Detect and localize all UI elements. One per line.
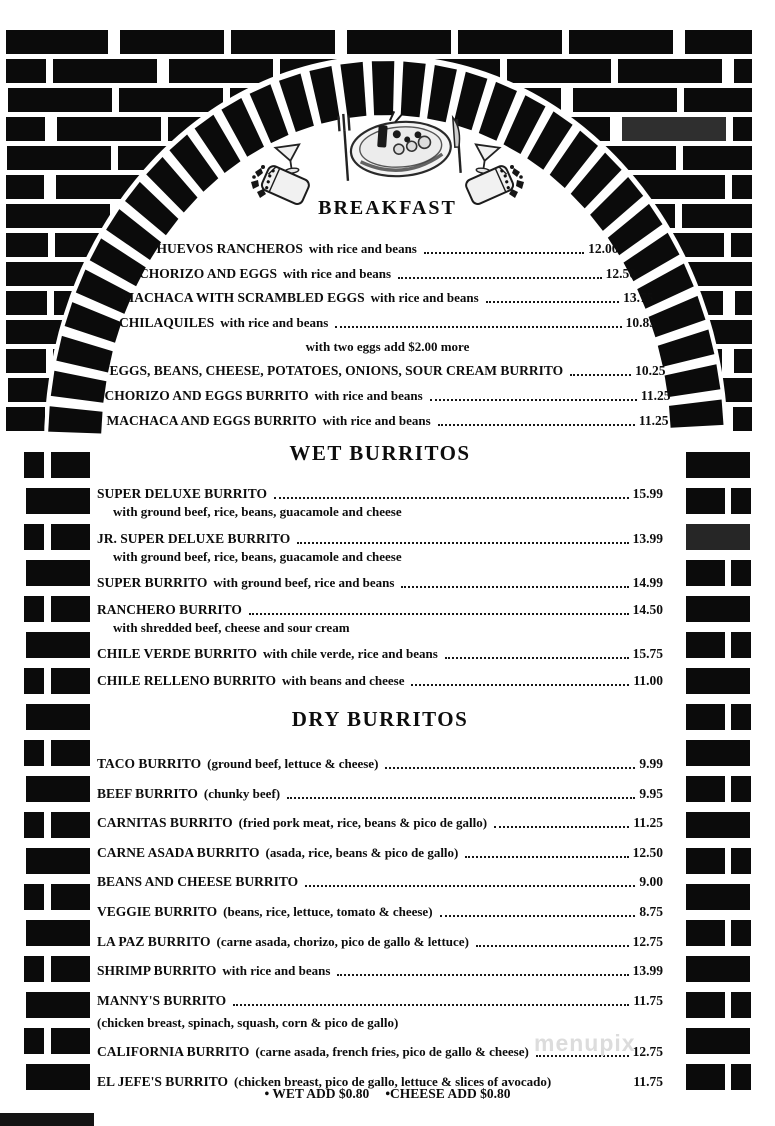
item-name: SHRIMP BURRITO <box>97 963 217 979</box>
dot-leader <box>445 657 629 659</box>
dot-leader <box>424 252 584 254</box>
menu-item <box>0 266 775 282</box>
wet-add-note: • WET ADD $0.80 <box>264 1086 370 1101</box>
item-detail: with rice and beans <box>220 314 329 330</box>
item-name: VEGGIE BURRITO <box>97 903 218 919</box>
menu-item <box>97 531 663 565</box>
item-price: 13.99 <box>632 963 663 979</box>
item-name: CHILE VERDE BURRITO <box>97 646 258 661</box>
item-note: with two eggs add $2.00 more <box>305 338 470 354</box>
item-price: 11.25 <box>638 412 669 428</box>
item-price: 9.99 <box>639 756 663 771</box>
breakfast-title: BREAKFAST <box>318 197 457 219</box>
menu-item <box>97 874 663 890</box>
item-name: CHORIZO AND EGGS BURRITO <box>104 387 309 403</box>
dot-leader <box>438 424 635 426</box>
item-price: 12.75 <box>632 1044 663 1060</box>
item-detail: (chicken breast, pico de gallo, lettuce & slices of avocado) <box>234 1073 552 1089</box>
item-price: 11.00 <box>633 672 663 688</box>
item-name: CHORIZO AND EGGS <box>139 265 278 281</box>
menu-item-row <box>97 993 663 1009</box>
menu-item-row <box>97 815 663 831</box>
menu-item-row <box>97 531 663 547</box>
dot-leader <box>476 945 629 947</box>
item-name: BEEF BURRITO <box>97 785 198 801</box>
item-name: TACO BURRITO <box>97 756 202 771</box>
menu-item <box>97 963 663 979</box>
dot-leader <box>337 974 628 976</box>
item-description: with ground beef, rice, beans, guacamole and cheese <box>113 548 402 564</box>
item-detail: with rice and beans <box>370 290 479 306</box>
menu-item <box>97 845 663 861</box>
dot-leader <box>401 586 628 588</box>
item-price: 11.75 <box>633 992 663 1008</box>
item-detail: (beans, rice, lettuce, tomato & cheese) <box>223 903 433 919</box>
dot-leader <box>274 497 629 499</box>
dot-leader <box>570 374 631 376</box>
dot-leader <box>305 885 635 887</box>
dot-leader <box>335 326 621 328</box>
menu-item-row <box>105 388 671 404</box>
item-name: SUPER DELUXE BURRITO <box>97 486 268 501</box>
menu-item-row <box>97 673 663 689</box>
item-name: CALIFORNIA BURRITO <box>97 1044 250 1060</box>
menu-item-row <box>97 934 663 950</box>
item-name: CHILAQUILES <box>119 314 215 330</box>
wet-burritos-item-list <box>97 486 663 689</box>
section-dry-burritos <box>97 707 663 1104</box>
item-price: 10.85 <box>625 314 656 330</box>
menu-item-row <box>97 486 663 502</box>
menu-item <box>97 756 663 772</box>
dot-leader <box>398 277 602 279</box>
item-detail: (chunky beef) <box>203 785 281 801</box>
dot-leader <box>440 915 636 917</box>
item-name: LA PAZ BURRITO <box>97 933 211 949</box>
menu-item-row <box>119 315 656 331</box>
menu-item-row <box>97 786 663 802</box>
dot-leader <box>465 856 628 858</box>
item-price: 9.00 <box>639 874 663 890</box>
menu-item <box>97 904 663 920</box>
menu-item-row <box>97 904 663 920</box>
item-price: 11.75 <box>633 1073 663 1089</box>
menu-item <box>97 1044 663 1060</box>
item-detail: (asada, rice, beans & pico de gallo) <box>265 844 459 860</box>
dot-leader <box>411 684 629 686</box>
menu-item <box>97 486 663 520</box>
dot-leader <box>536 1055 629 1057</box>
item-detail: with rice and beans <box>314 387 423 403</box>
item-name: BEANS AND CHEESE BURRITO <box>97 874 299 890</box>
item-description: with shredded beef, cheese and sour cream <box>113 619 350 635</box>
item-price: 13.99 <box>632 530 663 546</box>
item-price: 14.99 <box>632 575 663 590</box>
menu-item-row <box>110 363 666 379</box>
item-name: EGGS, BEANS, CHEESE, POTATOES, ONIONS, SOUR CREAM BURRITO <box>109 363 564 379</box>
item-name: MANNY'S BURRITO <box>97 992 227 1008</box>
item-price: 9.95 <box>639 785 663 801</box>
item-detail: with rice and beans <box>222 963 331 979</box>
item-name: HUEVOS RANCHEROS <box>156 241 303 256</box>
item-name: MACHACA AND EGGS BURRITO <box>106 412 317 428</box>
menu-item <box>97 575 663 591</box>
item-detail: with chile verde, rice and beans <box>263 646 438 661</box>
breakfast-item-list <box>0 241 775 429</box>
item-name: CARNITAS BURRITO <box>97 815 233 831</box>
menu-item <box>0 388 775 404</box>
menu-item-row <box>97 646 663 662</box>
item-price: 10.25 <box>635 363 666 379</box>
item-price: 8.75 <box>639 903 663 919</box>
item-price: 13.75 <box>623 290 654 306</box>
dot-leader <box>486 301 619 303</box>
menu-item-row <box>97 963 663 979</box>
item-price: 12.50 <box>605 265 636 281</box>
watermark: menupix <box>534 1030 636 1056</box>
item-price: 15.75 <box>632 646 663 661</box>
item-price: 14.50 <box>632 601 663 617</box>
item-name: RANCHERO BURRITO <box>97 601 242 617</box>
item-detail: with rice and beans <box>283 265 392 281</box>
section-wet-burritos <box>97 441 663 699</box>
dry-burritos-item-list <box>97 756 663 1090</box>
menu-item-row <box>107 413 669 429</box>
item-detail: (carne asada, chorizo, pico de gallo & lettuce) <box>216 933 469 949</box>
menu-item <box>0 290 775 306</box>
cheese-add-note: •CHEESE ADD $0.80 <box>385 1086 511 1101</box>
section-breakfast <box>0 197 775 437</box>
menu-item-row <box>97 602 663 618</box>
menu-item <box>97 602 663 636</box>
menu-item <box>97 934 663 950</box>
dot-leader <box>430 399 637 401</box>
menu-item <box>0 315 775 355</box>
dry-burritos-title: DRY BURRITOS <box>291 707 469 731</box>
item-detail: with beans and cheese <box>282 672 405 688</box>
item-name: CHILE RELLENO BURRITO <box>97 672 277 688</box>
dot-leader <box>385 767 635 769</box>
dot-leader <box>494 826 629 828</box>
menu-item-row <box>122 290 654 306</box>
item-detail: (carne asada, french fries, pico de gallo & cheese) <box>255 1044 529 1060</box>
item-name: EL JEFE'S BURRITO <box>97 1073 229 1089</box>
addons-note <box>0 1086 775 1102</box>
menu-item <box>97 673 663 689</box>
menu-item-row <box>97 1044 663 1060</box>
item-price: 12.00 <box>588 241 619 256</box>
menu-item-row <box>97 845 663 861</box>
item-name: MACHACA WITH SCRAMBLED EGGS <box>121 290 365 306</box>
menu-item <box>97 993 663 1031</box>
item-price: 11.25 <box>640 387 671 403</box>
item-price: 11.25 <box>633 815 663 831</box>
dot-leader <box>297 542 628 544</box>
item-price: 12.50 <box>632 844 663 860</box>
item-name: CARNE ASADA BURRITO <box>97 844 260 860</box>
menu-item-row <box>97 756 663 772</box>
menu-item <box>0 241 775 257</box>
menu-item-row <box>97 874 663 890</box>
menu-item <box>0 413 775 429</box>
item-detail: with rice and beans <box>308 241 417 256</box>
menu-item-row <box>139 266 636 282</box>
dot-leader <box>233 1004 629 1006</box>
item-detail: (fried pork meat, rice, beans & pico de gallo) <box>238 815 488 831</box>
item-detail: with rice and beans <box>322 412 431 428</box>
menu-item <box>97 786 663 802</box>
item-price: 12.75 <box>632 933 663 949</box>
item-price: 15.99 <box>632 486 663 501</box>
item-description: with ground beef, rice, beans, guacamole and cheese <box>113 504 402 519</box>
item-name: JR. SUPER DELUXE BURRITO <box>97 530 291 546</box>
menu-item <box>97 815 663 831</box>
dot-leader <box>249 613 629 615</box>
menu-item-row <box>97 575 663 591</box>
wet-burritos-title: WET BURRITOS <box>289 441 471 465</box>
item-description: (chicken breast, spinach, squash, corn & pico de gallo) <box>97 1014 399 1030</box>
menu-item-row <box>157 241 619 257</box>
item-name: SUPER BURRITO <box>97 575 208 590</box>
menu-item <box>0 363 775 379</box>
item-detail: (ground beef, lettuce & cheese) <box>207 756 379 771</box>
dot-leader <box>287 797 635 799</box>
item-detail: with ground beef, rice and beans <box>213 575 395 590</box>
menu-item <box>97 646 663 662</box>
